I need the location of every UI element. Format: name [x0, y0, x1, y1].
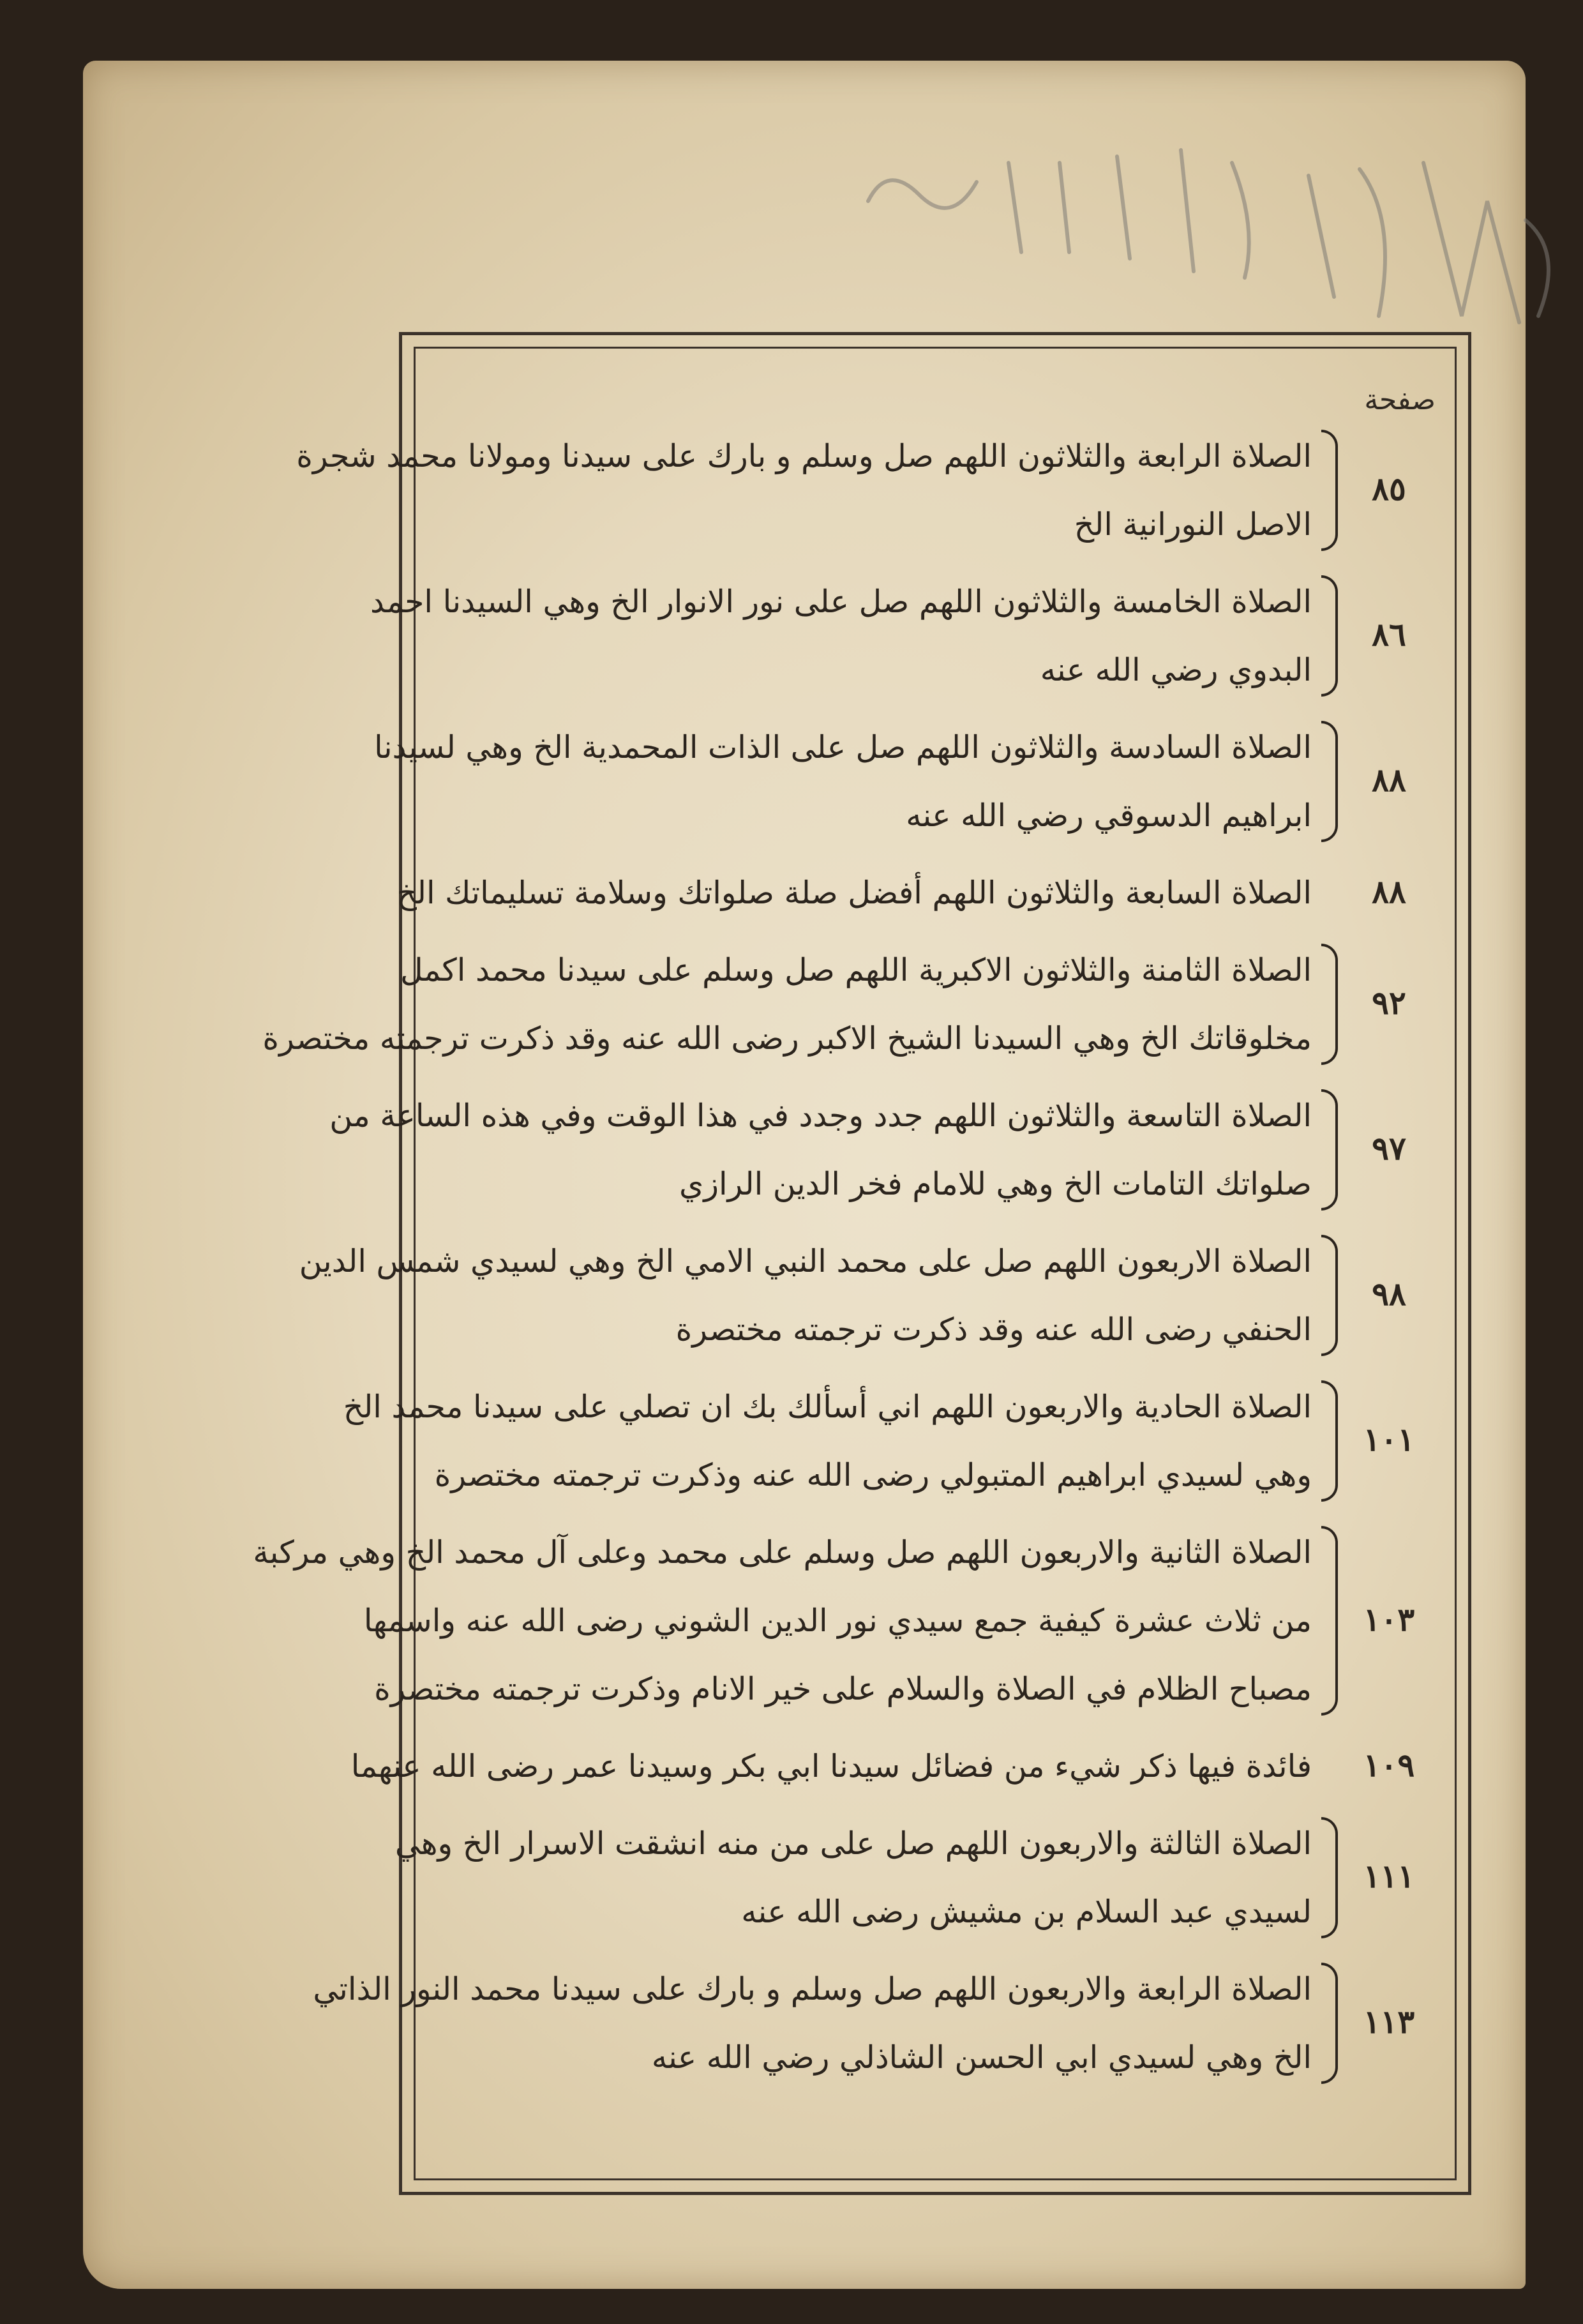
entry-line: الاصل النورانية الخ	[1074, 506, 1312, 543]
brace-mark	[1321, 721, 1338, 842]
page-number: ٩٢	[1372, 984, 1406, 1022]
entry-text	[296, 422, 1312, 559]
page-number: ٩٧	[1372, 1129, 1406, 1167]
entry-line: الصلاة الثانية والاربعون اللهم صل وسلم على محمد وعلى آل محمد الخ وهي مركبة	[253, 1534, 1312, 1571]
pencil-marks	[849, 124, 1583, 335]
toc-entry	[394, 1809, 1437, 1946]
page-number: ٨٨	[1372, 872, 1406, 910]
toc-entry	[253, 1518, 1437, 1723]
brace-mark	[1321, 944, 1338, 1065]
entry-line: الصلاة الرابعة والاربعون اللهم صل وسلم و بارك على سيدنا محمد النور الذاتي	[313, 1971, 1312, 2007]
brace-mark	[1321, 1526, 1338, 1716]
brace-mark	[1321, 1235, 1338, 1356]
entry-text	[343, 1373, 1312, 1509]
toc-entry	[299, 1227, 1437, 1364]
entry-line: مخلوقاتك الخ وهي السيدنا الشيخ الاكبر رضى الله عنه وقد ذكرت ترجمته مختصرة	[262, 1020, 1312, 1057]
entry-line: مصباح الظلام في الصلاة والسلام على خير الانام وذكرت ترجمته مختصرة	[374, 1671, 1312, 1707]
toc-entry	[329, 1082, 1437, 1218]
toc-entry	[296, 422, 1437, 559]
entry-line: ابراهيم الدسوقي رضي الله عنه	[906, 797, 1312, 834]
entry-line: الحنفي رضى الله عنه وقد ذكرت ترجمته مختصرة	[675, 1311, 1312, 1348]
entry-line: الصلاة الخامسة والثلاثون اللهم صل على نور الانوار الخ وهي السيدنا احمد	[370, 584, 1312, 620]
entry-text	[396, 859, 1312, 927]
brace-mark	[1321, 1817, 1338, 1938]
entry-line: من ثلاث عشرة كيفية جمع سيدي نور الدين الشوني رضى الله عنه واسمها	[363, 1603, 1312, 1639]
brace-mark	[1321, 1089, 1338, 1211]
entry-text	[253, 1518, 1312, 1723]
page-number: ٨٦	[1372, 615, 1406, 653]
brace-mark	[1321, 430, 1338, 551]
brace-mark	[1321, 575, 1338, 697]
entry-line: الصلاة الثامنة والثلاثون الاكبرية اللهم صل وسلم على سيدنا محمد اكمل	[400, 952, 1312, 988]
toc-entry	[374, 713, 1437, 850]
entry-line: وهي لسيدي ابراهيم المتبولي رضى الله عنه وذكرت ترجمته مختصرة	[434, 1457, 1312, 1493]
entry-line: الصلاة التاسعة والثلاثون اللهم جدد وجدد في هذا الوقت وفي هذه الساعة من	[329, 1098, 1312, 1134]
entry-text	[370, 568, 1312, 704]
toc-entry	[370, 568, 1437, 704]
brace-mark	[1321, 1963, 1338, 2084]
page-number: ١٠٩	[1363, 1746, 1415, 1784]
toc-entry	[313, 1955, 1437, 2092]
entry-line: الصلاة الحادية والاربعون اللهم اني أسألك بك ان تصلي على سيدنا محمد الخ	[343, 1389, 1312, 1425]
entry-line: الصلاة السادسة والثلاثون اللهم صل على الذات المحمدية الخ وهي لسيدنا	[374, 729, 1312, 766]
entry-text	[313, 1955, 1312, 2092]
book-page	[83, 61, 1526, 2289]
toc-entry	[262, 936, 1437, 1073]
entry-line: الصلاة الرابعة والثلاثون اللهم صل وسلم و بارك على سيدنا ومولانا محمد شجرة	[296, 438, 1312, 474]
entry-line: الخ وهي لسيدي ابي الحسن الشاذلي رضي الله عنه	[651, 2039, 1312, 2076]
page-number: ٨٥	[1372, 470, 1406, 508]
page-frame	[253, 332, 1471, 2195]
entry-line: البدوي رضي الله عنه	[1040, 652, 1312, 688]
entry-text	[394, 1809, 1312, 1946]
entry-line: فائدة فيها ذكر شيء من فضائل سيدنا ابي بكر وسيدنا عمر رضى الله عنهما	[350, 1748, 1312, 1784]
entry-text	[350, 1732, 1312, 1800]
page-number: ٨٨	[1372, 761, 1406, 799]
page-number: ١١٣	[1363, 2003, 1415, 2041]
page-number: ١٠٣	[1363, 1600, 1415, 1638]
page-number: ١١١	[1363, 1857, 1415, 1895]
entry-text	[374, 713, 1312, 850]
page-number: ١٠١	[1363, 1421, 1415, 1458]
brace-mark	[1321, 1380, 1338, 1502]
entry-line: الصلاة الاربعون اللهم صل على محمد النبي الامي الخ وهي لسيدي شمس الدين	[299, 1243, 1312, 1279]
entry-line: الصلاة السابعة والثلاثون اللهم أفضل صلة صلواتك وسلامة تسليماتك الخ	[396, 875, 1312, 911]
page-number: ٩٨	[1372, 1275, 1406, 1313]
entry-line: لسيدي عبد السلام بن مشيش رضى الله عنه	[741, 1894, 1312, 1930]
entry-line: الصلاة الثالثة والاربعون اللهم صل على من منه انشقت الاسرار الخ وهي	[394, 1825, 1312, 1862]
entry-line: صلواتك التامات الخ وهي للامام فخر الدين الرازي	[679, 1166, 1312, 1202]
entry-text	[329, 1082, 1312, 1218]
inner-frame	[253, 347, 1457, 2180]
entry-text	[262, 936, 1312, 1073]
toc-entry	[396, 859, 1437, 927]
toc-entry	[343, 1373, 1437, 1509]
toc-entry	[350, 1732, 1437, 1800]
entry-text	[299, 1227, 1312, 1364]
column-header: صفحة	[1364, 384, 1436, 416]
